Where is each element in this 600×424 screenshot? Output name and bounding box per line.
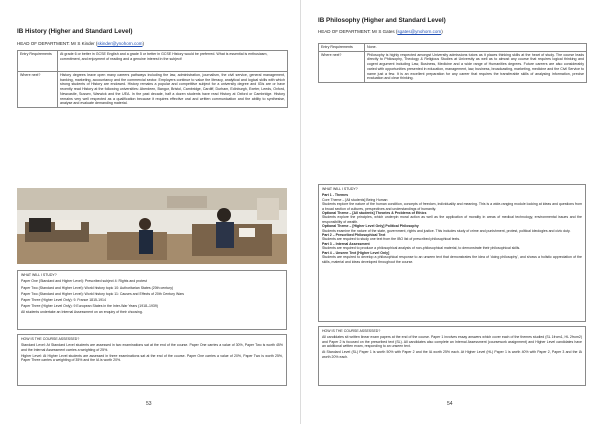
philosophy-study-box (318, 184, 586, 322)
philosophy-hod-email-link[interactable]: sgates@ynohorn.com (397, 29, 442, 34)
classroom-photo-graphic (17, 188, 287, 264)
list-item: Part 4 – Unseen Text [Higher Level Only] (322, 250, 390, 255)
table-row (319, 44, 587, 52)
philosophy-hod-label: HEAD OF DEPARTMENT: Mr S Gates ( (318, 29, 398, 34)
list-item: Paper Three (Higher Level Only): 9 European States in the Inter-War Years (1918–1939) (21, 304, 158, 309)
history-classroom-photo (17, 188, 287, 264)
list-item: Paper Two (Standard and Higher Level): World history topic 11: Causes and Effects of 20th Century Wars (21, 291, 185, 296)
list-item: Students explore the principles, which underpin moral action as well as the application of morality in areas of medical technology, environmental issues and the responsibility of wealth. (322, 215, 582, 224)
philosophy-hod-close: ) (441, 29, 443, 34)
history-hod (17, 41, 144, 46)
list-item: Students explore the nature of the human condition, concepts of freedom, individuality and meaning. This is a wide-ranging module looking at ideas and questions from a broad section of cultures, perspectives and understandings of humanity. (322, 202, 582, 211)
list-item: Paper One (Standard and Higher Level): Prescribed subject 4: Rights and protest (21, 279, 147, 284)
list-item: All candidates sit written linear exam papers at the end of the course. Paper 1 involves essay answers which cover each of the themes studied (SL 1from1, HL 2from2) and Paper 2 is focused on the prescribed text (SL). All candidates also complete an Internal Assessment (coursework assignment) and Higher Level candidates have an additional written exam, responding to an unseen text. (322, 335, 582, 349)
list-item: Paper Two (Standard and Higher Level): World history topic 10: Authoritarian States (20th century) (21, 285, 174, 290)
philosophy-info-table (318, 43, 587, 83)
list-item: Part 1 - Themes (322, 193, 349, 198)
list-item: Part 2 – Prescribed Philosophical Text (322, 233, 386, 238)
history-study-box (17, 270, 287, 330)
page-number: 53 (146, 401, 152, 407)
history-study-heading: WHAT WILL I STUDY? (21, 273, 57, 277)
history-hod-close: ) (142, 41, 144, 46)
philosophy-hod (318, 29, 443, 34)
philosophy-entry-text: None. (365, 44, 587, 52)
history-assess-box (17, 334, 287, 386)
history-info-table (17, 50, 288, 108)
philosophy-title: IB Philosophy (Higher and Standard Level) (318, 17, 446, 24)
list-item: Paper Three (Higher Level Only): 9. France 1815-1914 (21, 298, 106, 303)
history-hod-label: HEAD OF DEPARTMENT: Mr S Kinder ( (17, 41, 98, 46)
history-entry-label: Entry Requirements (18, 51, 58, 72)
philosophy-where-label: Where next? (319, 51, 365, 82)
list-item: Optional Theme – [Higher Level Only] Political Philosophy (322, 224, 419, 229)
list-item: At Standard Level (SL) Paper 1 is worth 50% with Paper 2 and the IA worth 25% each. At Higher Level (HL) Paper 1 is worth 40% with Paper 2, Paper 3 and the IA worth 20% each. (322, 350, 582, 359)
philosophy-study-heading: WHAT WILL I STUDY? (322, 187, 358, 191)
list-item: All students undertake an Internal Assessment on an enquiry of their choosing. (21, 310, 143, 315)
philosophy-assess-heading: HOW IS THE COURSE ASSESSED? (322, 329, 381, 333)
page-number: 54 (447, 401, 453, 407)
table-row (18, 72, 288, 108)
philosophy-assess-box (318, 326, 586, 386)
list-item: Students are required to develop a philosophical response to an unseen text that demonstrates the idea of 'doing philosophy', and shows a holistic appreciation of the skills, material and ideas developed throughout the course. (322, 255, 582, 264)
list-item: Higher Level: At Higher Level students are assessed in three examinations sat at the end of the course. Paper One carries a value of 20%, Paper Two is worth 25%, Paper Three carries a weighting of 35% and the IA is worth 20%. (21, 354, 283, 363)
history-where-label: Where next? (18, 72, 58, 108)
table-row (319, 51, 587, 82)
history-where-text: History degrees leave open many careers pathways including the law, administration, journalism, the civil service, general management, banking, marketing, accountancy and the commercial sector. Employers continue to value the literacy, analytical and logical skills with which strong students of History are endowed. History remains a popular and competitive subject for a university degree and IGIs are or have recently read History at the following universities: Aberdeen, Bangor, Bristol, Cambridge, Cardiff, Durham, Edinburgh, Exeter, Leeds, Oxford, Newcastle, Sussex, Warwick and the UEA. In the past decade, half a dozen students have read History at Oxford or Cambridge. History remains very well respected as a qualification because it requires effective oral and written communication and the ability to synthesise, analyse and evaluate demanding material. (58, 72, 288, 108)
list-item: Students are required to study one text from the IBO list of prescribed philosophical texts. (322, 237, 461, 242)
list-item: Part 3 – Internal Assessment (322, 241, 370, 246)
list-item: Optional Theme – [All students] Theories & Problems of Ethics (322, 211, 427, 216)
list-item: Core Theme – [All students] Being Human (322, 197, 388, 202)
history-entry-text: At grade 6 or better in GCSE English and a grade 5 or better in GCSE History would be preferred. What is essential is enthusiasm, commitment, and enjoyment of reading and a genuine interest in the subject! (58, 51, 288, 72)
history-title: IB History (Higher and Standard Level) (17, 28, 133, 35)
list-item: Standard Level: At Standard Level students are assessed in two examinations sat at the end of the course. Paper One carries a value of 30%, Paper Two is worth 45% and the Internal Assessment carries a weighting of 25%. (21, 343, 283, 352)
table-row (18, 51, 288, 72)
list-item: Students examine the nature of the state, government, rights and justice. This includes study of crime and punishment, protest, political ideologies and civic duty. (322, 228, 571, 233)
philosophy-entry-label: Entry Requirements (319, 44, 365, 52)
page-philosophy (300, 0, 600, 424)
list-item: Students are required to produce a philosophical analysis of non-philosophical material, to demonstrate their philosophical skills. (322, 246, 521, 251)
history-hod-email-link[interactable]: skinder@ynohorn.com (97, 41, 143, 46)
philosophy-where-text: Philosophy is highly respected amongst University admissions tutors as it places thinking skills at the heart of study. The course leads directly to Philosophy, Theology & Religious Studies at University as well as to almost any course that requires logical thinking and cogent argument including Law, Business, Medicine and a wide range of Humanities degrees. Future careers are also considerably varied with opportunities presented in education, management, law, business, broadcasting, marketing, medicine and the Civil Service to name just a few. It is an excellent preparation for any career that requires the transferable skills of analysing information, precise evaluation and clear thinking. (365, 51, 587, 82)
history-assess-heading: HOW IS THE COURSE ASSESSED? (21, 337, 80, 341)
